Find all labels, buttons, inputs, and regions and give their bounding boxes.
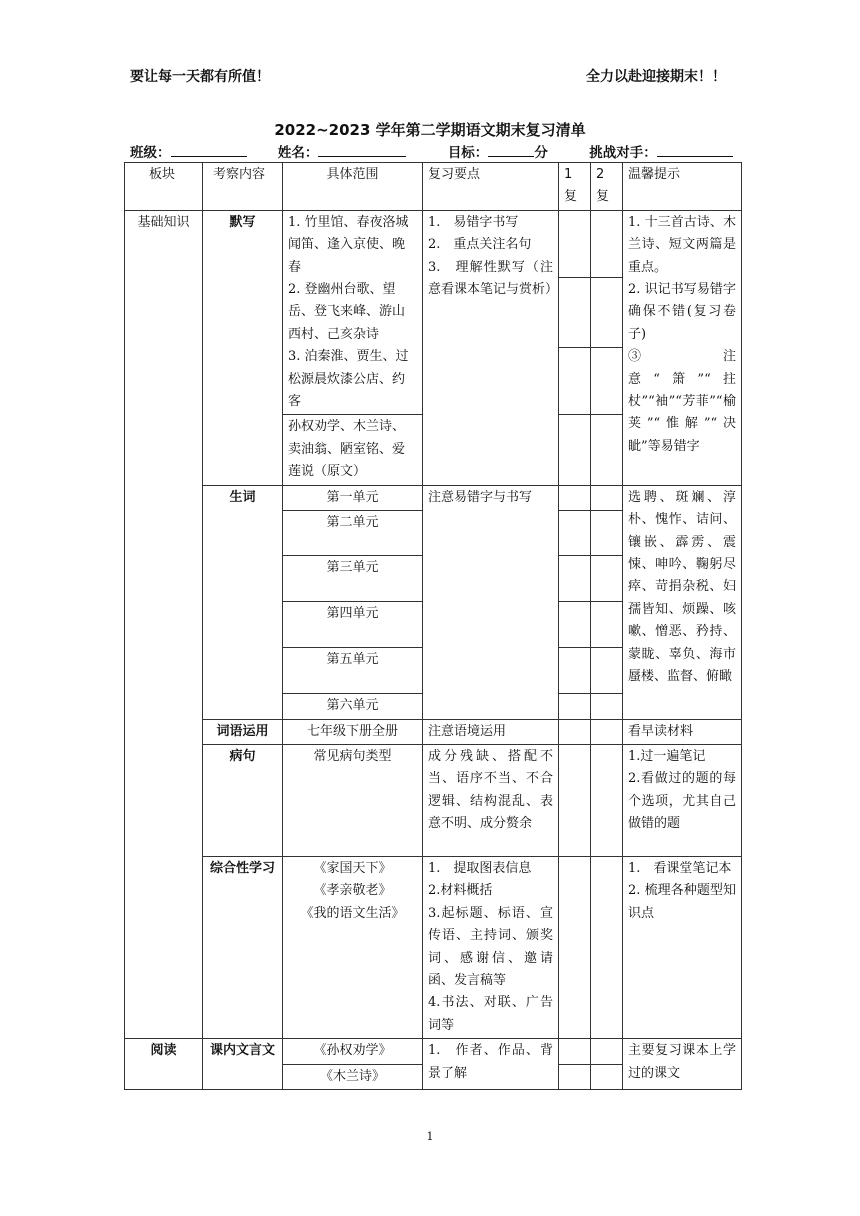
header-right-slogan: 全力以赴迎接期末！！ xyxy=(586,69,726,85)
reading-tips: 主要复习课本上学过的课文 xyxy=(623,1039,742,1090)
page-number: 1 xyxy=(426,1130,434,1143)
col-header-review1: 1 复 xyxy=(559,163,591,211)
review2-check[interactable] xyxy=(591,1039,623,1064)
vocab-unit: 第五单元 xyxy=(283,648,423,694)
topic-comprehensive: 综合性学习 xyxy=(203,856,283,1038)
sick-points: 成分残缺、搭配不当、语序不当、不合逻辑、结构混乱、表意不明、成分赘余 xyxy=(423,744,559,856)
vocab-unit: 第一单元 xyxy=(283,485,423,510)
dictation-tips: 1. 十三首古诗、木兰诗、短文两篇是重点。 2. 识记书写易错字确保不错(复习卷子) ③ 注 意“箫”“拄杖”“袖”“芳菲”“榆荚”“惟解”“决眦”等易错字 xyxy=(623,210,742,485)
target-blank[interactable] xyxy=(488,143,534,157)
review1-check[interactable] xyxy=(559,602,591,648)
topic-classical-reading: 课内文言文 xyxy=(203,1039,283,1090)
topic-vocab: 生词 xyxy=(203,485,283,719)
review2-check[interactable] xyxy=(591,485,623,510)
vocab-points: 注意易错字与书写 xyxy=(423,485,559,719)
review1-check[interactable] xyxy=(559,415,591,485)
rival-blank[interactable] xyxy=(657,143,733,157)
vocab-unit: 第三单元 xyxy=(283,556,423,602)
review2-check[interactable] xyxy=(591,744,623,856)
col-header-block: 板块 xyxy=(125,163,203,211)
sick-tips: 1.过一遍笔记 2.看做过的题的每个选项，尤其自己做错的题 xyxy=(623,744,742,856)
vocab-unit: 第六单元 xyxy=(283,694,423,719)
topic-dictation: 默写 xyxy=(203,210,283,485)
table-row xyxy=(125,485,742,510)
dictation-range-2: 孙权劝学、木兰诗、卖油翁、陋室铭、爱莲说（原文） xyxy=(283,415,423,485)
review1-check[interactable] xyxy=(559,1039,591,1064)
dictation-points: 1. 易错字书写 2. 重点关注名句 3. 理解性默写（注意看课本笔记与赏析） xyxy=(423,210,559,485)
review2-check[interactable] xyxy=(591,511,623,556)
name-blank[interactable] xyxy=(318,143,406,157)
comp-range: 《家国天下》 《孝亲敬老》 《我的语文生活》 xyxy=(283,856,423,1038)
target-label: 目标： xyxy=(447,145,489,161)
review1-check[interactable] xyxy=(559,485,591,510)
review1-check[interactable] xyxy=(559,1064,591,1089)
page-title: 2022~2023 学年第二学期语文期末复习清单 xyxy=(274,121,586,139)
block-reading: 阅读 xyxy=(125,1039,203,1090)
reading-range: 《木兰诗》 xyxy=(283,1064,423,1089)
name-label: 姓名： xyxy=(277,145,319,161)
review2-check[interactable] xyxy=(591,347,623,415)
table-row xyxy=(125,1039,742,1064)
comp-tips: 1. 看课堂笔记本 2. 梳理各种题型知识点 xyxy=(623,856,742,1038)
usage-tips: 看早读材料 xyxy=(623,719,742,744)
target-unit: 分 xyxy=(534,145,548,161)
table-row xyxy=(125,856,742,1038)
rival-label: 挑战对手： xyxy=(589,145,657,161)
class-label: 班级： xyxy=(130,145,171,161)
review1-check[interactable] xyxy=(559,210,591,277)
review2-check[interactable] xyxy=(591,210,623,277)
reading-points: 1. 作者、作品、背景了解 xyxy=(423,1039,559,1090)
review2-check[interactable] xyxy=(591,694,623,719)
table-row xyxy=(125,210,742,277)
review-table xyxy=(124,162,742,1090)
review2-check[interactable] xyxy=(591,277,623,347)
info-line xyxy=(130,141,733,161)
col-header-points: 复习要点 xyxy=(423,163,559,211)
sick-range: 常见病句类型 xyxy=(283,744,423,856)
review2-check[interactable] xyxy=(591,856,623,1038)
table-header-row xyxy=(125,163,742,211)
review1-check[interactable] xyxy=(559,347,591,415)
topic-usage: 词语运用 xyxy=(203,719,283,744)
col-header-review2: 2 复 xyxy=(591,163,623,211)
review1-check[interactable] xyxy=(559,744,591,856)
dictation-range-1: 1. 竹里馆、春夜洛城闻笛、逢入京使、晚春 2. 登幽州台歌、望岳、登飞来峰、游山西村、己亥杂诗 3. 泊秦淮、贾生、过松源晨炊漆公店、约客 xyxy=(283,210,423,415)
review1-check[interactable] xyxy=(559,277,591,347)
header-left-slogan: 要让每一天都有所值！ xyxy=(130,69,270,85)
reading-range: 《孙权劝学》 xyxy=(283,1039,423,1064)
review2-check[interactable] xyxy=(591,1064,623,1089)
review1-check[interactable] xyxy=(559,648,591,694)
col-header-tips: 温馨提示 xyxy=(623,163,742,211)
usage-points: 注意语境运用 xyxy=(423,719,559,744)
comp-points: 1. 提取图表信息 2.材料概括 3.起标题、标语、宣传语、主持词、颁奖词、感谢信、邀请函、发言稿等 4.书法、对联、广告词等 xyxy=(423,856,559,1038)
class-blank[interactable] xyxy=(171,143,247,157)
review2-check[interactable] xyxy=(591,556,623,602)
vocab-unit: 第二单元 xyxy=(283,511,423,556)
table-row xyxy=(125,719,742,744)
usage-range: 七年级下册全册 xyxy=(283,719,423,744)
review2-check[interactable] xyxy=(591,602,623,648)
review1-check[interactable] xyxy=(559,719,591,744)
vocab-tips: 选聘、斑斓、淳朴、愧怍、诘问、镶嵌、霹雳、震悚、呻吟、鞠躬尽瘁、苛捐杂税、妇孺皆知、烦躁、咳嗽、憎恶、矜持、蒙眬、辜负、海市蜃楼、监督、俯瞰 xyxy=(623,485,742,719)
review2-check[interactable] xyxy=(591,719,623,744)
review2-check[interactable] xyxy=(591,415,623,485)
col-header-range: 具体范围 xyxy=(283,163,423,211)
topic-sick-sentence: 病句 xyxy=(203,744,283,856)
vocab-unit: 第四单元 xyxy=(283,602,423,648)
review1-check[interactable] xyxy=(559,856,591,1038)
review2-check[interactable] xyxy=(591,648,623,694)
col-header-topic: 考察内容 xyxy=(203,163,283,211)
block-basic: 基础知识 xyxy=(125,210,203,1038)
review1-check[interactable] xyxy=(559,556,591,602)
table-row xyxy=(125,744,742,856)
review1-check[interactable] xyxy=(559,694,591,719)
review1-check[interactable] xyxy=(559,511,591,556)
